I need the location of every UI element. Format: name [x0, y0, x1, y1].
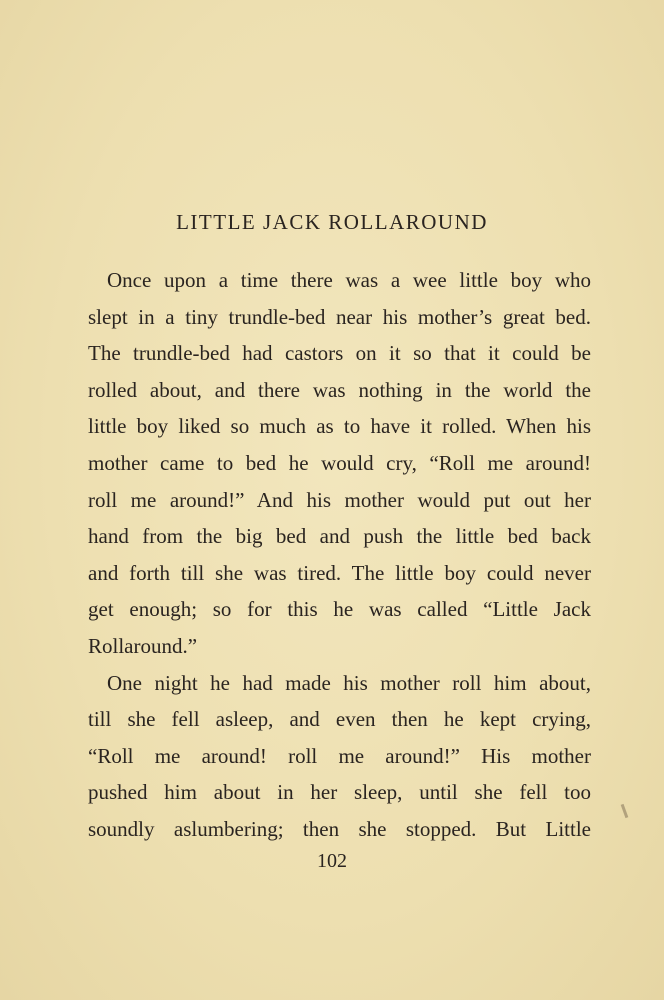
text-line: mother came to bed he would cry, “Roll me around!: [88, 450, 591, 475]
text-line: little boy liked so much as to have it rolled. When his: [88, 414, 591, 439]
text-line: and forth till she was tired. The little boy could never: [88, 560, 591, 585]
text-line: Rollaround.”: [88, 633, 198, 658]
text-line: till she fell asleep, and even then he kept crying,: [88, 707, 591, 732]
text-line: rolled about, and there was nothing in the world the: [88, 377, 591, 402]
text-line: The trundle-bed had castors on it so that it could be: [88, 341, 591, 366]
paper-mark: [621, 804, 629, 818]
text-line: Once upon a time there was a wee little boy who: [107, 268, 591, 292]
text-line: roll me around!” And his mother would put out her: [88, 487, 591, 512]
text-line: slept in a tiny trundle-bed near his mother’s great bed.: [88, 304, 591, 329]
text-line: “Roll me around! roll me around!” His mother: [88, 743, 591, 768]
text-line: pushed him about in her sleep, until she fell too: [88, 780, 591, 805]
body-text: [88, 262, 591, 848]
page-number: 102: [317, 850, 347, 872]
chapter-title: LITTLE JACK ROLLAROUND: [176, 210, 488, 234]
text-line: One night he had made his mother roll him about,: [107, 670, 591, 695]
text-line: get enough; so for this he was called “Little Jack: [88, 597, 591, 622]
text-line: soundly aslumbering; then she stopped. But Little: [88, 816, 591, 841]
text-line: hand from the big bed and push the little bed back: [88, 524, 591, 549]
